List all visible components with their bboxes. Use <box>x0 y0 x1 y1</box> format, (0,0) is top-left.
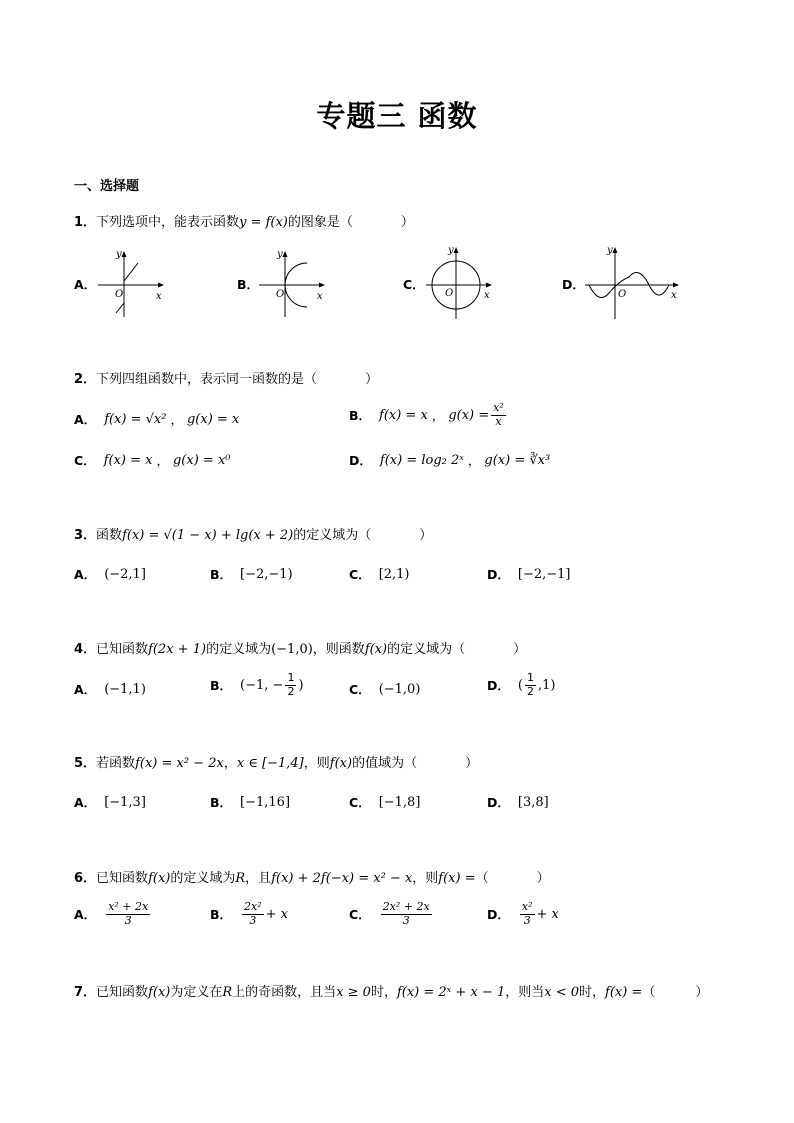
option-value: + x <box>536 906 559 922</box>
graph-d-sine <box>583 243 688 323</box>
option-label: C． <box>74 453 96 468</box>
math-expression: f(2x + 1) <box>148 642 207 657</box>
question-text: ） <box>419 528 433 543</box>
option-label: B． <box>210 567 233 582</box>
math-expression: f(x) = 2ˣ + x − 1 <box>396 985 506 1000</box>
option-label: A． <box>74 412 97 427</box>
math-expression: f(x) <box>329 756 353 771</box>
question-text: ，且 <box>245 871 272 886</box>
fraction <box>106 901 150 927</box>
option-value: (−1, − <box>240 677 284 693</box>
axis-x-label: x <box>156 291 162 302</box>
separator: ， <box>467 453 481 468</box>
option-5c[interactable] <box>349 793 420 811</box>
option-value: ,1) <box>537 677 556 693</box>
math-expression: x ≥ 0 <box>336 985 371 1000</box>
origin-label: O <box>115 289 124 300</box>
option-value: ( <box>517 677 523 693</box>
question-5 <box>74 752 478 771</box>
question-4 <box>74 638 526 657</box>
math-expression: f(x) + 2f(−x) = x² − x <box>271 871 413 886</box>
denominator: x <box>495 414 502 428</box>
math-expression: g(x) = ∛x³ <box>484 452 551 468</box>
math-expression: y = f(x) <box>239 215 288 230</box>
option-3b[interactable] <box>210 565 293 583</box>
option-value: [−1,8] <box>378 794 421 810</box>
question-text: ，则 <box>412 871 439 886</box>
denominator: 3 <box>124 913 132 927</box>
question-text: ） <box>400 215 414 230</box>
option-value: [−1,3] <box>104 794 146 810</box>
fraction <box>242 901 264 927</box>
option-2c[interactable] <box>74 451 230 469</box>
option-label: A． <box>74 907 97 923</box>
option-value: ) <box>298 677 304 693</box>
question-1 <box>74 211 414 230</box>
numerator: x² <box>493 401 504 414</box>
option-label: D． <box>487 678 510 694</box>
question-text: ，则函数 <box>312 642 365 657</box>
question-text: ） <box>536 871 550 886</box>
option-label: D． <box>487 795 510 810</box>
question-text: 的值域为（ <box>352 756 418 771</box>
numerator: 1 <box>526 671 534 684</box>
math-expression: g(x) = <box>448 407 490 423</box>
math-expression: f(x) = √x² <box>104 411 167 427</box>
question-number: 3． <box>74 528 97 543</box>
question-text: ，则 <box>303 756 330 771</box>
fraction <box>525 672 536 698</box>
question-number: 2． <box>74 372 97 387</box>
question-text: 的定义域为（ <box>293 528 372 543</box>
option-label: D． <box>487 907 510 923</box>
denominator: 2 <box>526 684 534 698</box>
option-6d[interactable] <box>487 901 559 927</box>
math-expression: f(x) = x <box>379 407 428 423</box>
option-label: A． <box>74 567 97 582</box>
question-6 <box>74 867 550 886</box>
option-label: C． <box>349 795 371 810</box>
math-expression: g(x) = x <box>186 411 240 427</box>
option-3a[interactable] <box>74 565 146 583</box>
question-text: 的图象是（ <box>287 215 353 230</box>
option-3c[interactable] <box>349 565 410 583</box>
separator: ， <box>431 408 445 424</box>
separator: ， <box>156 453 169 468</box>
numerator: 1 <box>287 671 295 684</box>
question-number: 6． <box>74 871 97 886</box>
question-text: 已知函数 <box>96 642 149 657</box>
question-text: 若函数 <box>96 756 136 771</box>
fraction <box>285 672 296 698</box>
math-expression: f(x) = x² − 2x <box>135 756 224 771</box>
question-text: 时， <box>579 985 606 1000</box>
option-label: A． <box>74 682 97 697</box>
question-text: 下列四组函数中，表示同一函数的是（ <box>96 372 318 387</box>
math-expression: f(x) = <box>605 985 643 1000</box>
question-number: 5． <box>74 756 97 771</box>
question-text: ） <box>365 372 379 387</box>
option-4c[interactable] <box>349 680 420 698</box>
axis-y-label: y <box>607 245 613 256</box>
option-6b[interactable] <box>210 901 288 927</box>
question-text: 的定义域为 <box>170 871 236 886</box>
graph-b-semicircle <box>255 245 335 325</box>
option-value: [−2,−1) <box>240 566 293 582</box>
option-label: B． <box>210 907 233 923</box>
option-label: D． <box>562 277 585 292</box>
graph-a-line <box>94 245 174 325</box>
option-value: [3,8] <box>517 794 549 810</box>
numerator: x² <box>521 900 533 913</box>
axis-y-label: y <box>116 249 122 260</box>
math-expression: f(x) <box>364 642 388 657</box>
question-text: 时， <box>370 985 397 1000</box>
option-label: B． <box>237 277 260 292</box>
math-expression: f(x) = log₂ 2ˣ <box>379 452 464 468</box>
option-4b[interactable] <box>210 672 304 698</box>
option-value: (−1,1) <box>104 681 146 697</box>
question-3 <box>74 524 432 543</box>
question-2 <box>74 368 378 387</box>
option-value: (−1,0) <box>378 681 421 697</box>
question-text: （ <box>642 985 656 1000</box>
math-expression: f(x) <box>148 985 171 1000</box>
math-expression: g(x) = x⁰ <box>172 452 231 468</box>
question-text: 的定义域为 <box>206 642 272 657</box>
question-number: 1． <box>74 215 97 230</box>
origin-label: O <box>445 288 454 299</box>
numerator: x² + 2x <box>108 900 149 913</box>
option-label: C． <box>349 907 371 923</box>
option-2b[interactable] <box>349 402 508 428</box>
separator: ， <box>170 412 183 427</box>
question-text: 函数 <box>96 528 123 543</box>
numerator: 2x² <box>244 900 262 913</box>
math-expression: f(x) = x <box>103 452 153 468</box>
axis-x-label: x <box>484 290 490 301</box>
option-5b[interactable] <box>210 793 290 811</box>
origin-label: O <box>618 289 627 300</box>
math-expression: x < 0 <box>544 985 579 1000</box>
page-title: 专题三 函数 <box>316 99 478 133</box>
question-text: 为定义在 <box>170 985 223 1000</box>
option-4a[interactable] <box>74 680 146 698</box>
axis-x-label: x <box>317 291 323 302</box>
denominator: 3 <box>523 913 531 927</box>
axis-y-label: y <box>277 249 283 260</box>
option-5a[interactable] <box>74 793 146 811</box>
graph-c-circle <box>422 243 502 323</box>
option-value: [−2,−1] <box>517 566 571 582</box>
numerator: 2x² + 2x <box>382 900 430 913</box>
question-text: （ <box>475 871 489 886</box>
question-text: ） <box>465 756 479 771</box>
denominator: 3 <box>402 913 410 927</box>
option-2d[interactable] <box>349 451 550 469</box>
fraction <box>491 402 506 428</box>
option-4d[interactable] <box>487 672 555 698</box>
fraction <box>520 901 535 927</box>
question-text: ） <box>695 985 709 1000</box>
math-expression: (−1,0) <box>271 642 313 657</box>
option-6c[interactable] <box>349 901 434 927</box>
math-expression: R <box>222 985 233 1000</box>
question-text: 的定义域为（ <box>387 642 466 657</box>
math-expression: R <box>235 871 246 886</box>
question-7 <box>74 981 708 1000</box>
option-6a[interactable] <box>74 901 152 927</box>
option-label: A． <box>74 277 97 292</box>
axis-x-label: x <box>671 290 677 301</box>
option-label: D． <box>487 567 510 582</box>
option-2a[interactable] <box>74 410 239 428</box>
denominator: 3 <box>249 913 257 927</box>
question-text: 上的奇函数，且当 <box>232 985 337 1000</box>
math-expression: f(x) = <box>438 871 476 886</box>
fraction <box>381 901 432 927</box>
option-value: [2,1) <box>378 566 410 582</box>
question-text: ） <box>513 642 527 657</box>
math-expression: f(x) <box>148 871 171 886</box>
option-label: B． <box>210 795 233 810</box>
option-3d[interactable] <box>487 565 571 583</box>
option-value: [−1,16] <box>240 794 291 810</box>
axis-y-label: y <box>448 245 454 256</box>
option-label: C． <box>349 682 371 697</box>
option-label: B． <box>210 678 233 694</box>
question-text: ，则当 <box>505 985 545 1000</box>
math-expression: x ∈ [−1,4] <box>236 756 304 771</box>
question-number: 4． <box>74 642 97 657</box>
option-label: A． <box>74 795 97 810</box>
question-number: 7． <box>74 985 97 1000</box>
option-label: C． <box>349 567 371 582</box>
option-label: C． <box>403 277 425 292</box>
question-text: 已知函数 <box>96 985 149 1000</box>
math-expression: f(x) = √(1 − x) + lg(x + 2) <box>122 528 294 543</box>
option-label: B． <box>349 408 372 424</box>
question-text: 已知函数 <box>96 871 149 886</box>
option-label: D． <box>349 453 372 468</box>
question-text: ， <box>223 756 237 771</box>
question-text: 下列选项中，能表示函数 <box>96 215 240 230</box>
denominator: 2 <box>287 684 295 698</box>
origin-label: O <box>276 289 285 300</box>
option-value: (−2,1] <box>104 566 146 582</box>
section-heading: 一、选择题 <box>74 179 140 194</box>
option-value: + x <box>265 906 289 922</box>
option-5d[interactable] <box>487 793 549 811</box>
